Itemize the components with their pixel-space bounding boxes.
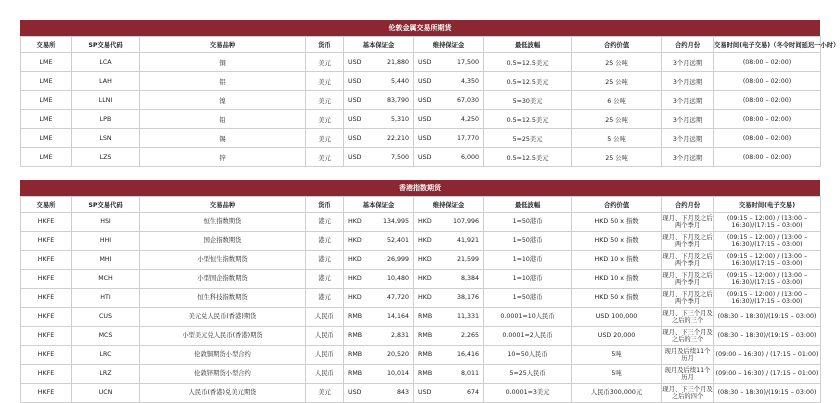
cell-product: 美元兑人民币(香港)期货 — [140, 308, 306, 327]
cell-product: 恒生指数期货 — [140, 213, 306, 232]
cell-maintenance-margin-amount: 674 — [449, 384, 484, 403]
cell-exchange: LME — [21, 148, 72, 167]
cell-exchange: HKFE — [21, 308, 72, 327]
cell-contract-month: 3个月远期 — [662, 129, 714, 148]
cell-code: MCH — [72, 270, 140, 289]
cell-trading-hours: (08:00 – 02:00) — [714, 53, 821, 72]
cell-trading-hours: (08:00 – 02:00) — [714, 72, 821, 91]
cell-code: HTI — [72, 289, 140, 308]
lme-header-row — [21, 37, 821, 53]
cell-product: 铝 — [140, 72, 306, 91]
cell-exchange: LME — [21, 72, 72, 91]
cell-initial-margin-amount: 22,210 — [379, 129, 414, 148]
cell-initial-margin-currency: HKD — [344, 213, 379, 232]
cell-code: LZS — [72, 148, 140, 167]
cell-maintenance-margin-amount: 8,011 — [449, 365, 484, 384]
cell-maintenance-margin-amount: 107,996 — [449, 213, 484, 232]
cell-initial-margin-currency: USD — [344, 110, 379, 129]
cell-contract-month: 3个月远期 — [662, 91, 714, 110]
cell-code: CUS — [72, 308, 140, 327]
cell-product: 锌 — [140, 148, 306, 167]
cell-contract-value: HKD 50 x 指数 — [572, 232, 662, 251]
cell-maintenance-margin-amount: 16,416 — [449, 346, 484, 365]
cell-product: 恒生科技指数期货 — [140, 289, 306, 308]
cell-contract-month: 现月、下三个月及之后的三个 — [662, 327, 714, 346]
cell-initial-margin-amount: 26,999 — [379, 251, 414, 270]
cell-product: 铅 — [140, 110, 306, 129]
cell-initial-margin-currency: RMB — [344, 346, 379, 365]
col-header-trading-hours: 交易时间(电子交易)（冬令时间延迟一小时） — [714, 37, 821, 53]
table-row — [21, 346, 821, 365]
cell-maintenance-margin-currency: RMB — [414, 346, 449, 365]
lme-futures-table — [20, 36, 840, 167]
lme-table-body — [21, 53, 821, 167]
cell-trading-hours: (09:15 – 12:00) / (13:00 – 16:30)/(17:15 – 03:00) — [714, 289, 821, 308]
cell-maintenance-margin-amount: 4,250 — [449, 110, 484, 129]
cell-currency: 美元 — [306, 91, 344, 110]
cell-maintenance-margin-amount: 17,770 — [449, 129, 484, 148]
cell-contract-month: 现月及后续11个历月 — [662, 346, 714, 365]
cell-contract-value: USD 100,000 — [572, 308, 662, 327]
lme-futures-panel — [20, 20, 840, 167]
cell-tick: 0.5=12.5美元 — [484, 72, 572, 91]
cell-initial-margin-amount: 7,500 — [379, 148, 414, 167]
cell-maintenance-margin-currency: USD — [414, 148, 449, 167]
cell-contract-month: 3个月远期 — [662, 110, 714, 129]
table-row — [21, 270, 821, 289]
cell-tick: 5=25人民币 — [484, 365, 572, 384]
cell-maintenance-margin-currency: RMB — [414, 308, 449, 327]
cell-contract-value: HKD 50 x 指数 — [572, 289, 662, 308]
cell-contract-month: 现月及后续11个历月 — [662, 365, 714, 384]
cell-initial-margin-currency: HKD — [344, 232, 379, 251]
cell-currency: 美元 — [306, 72, 344, 91]
table-row — [21, 53, 821, 72]
cell-contract-value: HKD 10 x 指数 — [572, 251, 662, 270]
cell-exchange: LME — [21, 91, 72, 110]
cell-initial-margin-amount: 5,310 — [379, 110, 414, 129]
cell-exchange: HKFE — [21, 384, 72, 403]
cell-maintenance-margin-amount: 2,265 — [449, 327, 484, 346]
col-header-maintenance-margin: 维持保证金 — [414, 197, 484, 213]
cell-exchange: HKFE — [21, 270, 72, 289]
cell-maintenance-margin-amount: 11,331 — [449, 308, 484, 327]
cell-currency: 美元 — [306, 384, 344, 403]
cell-contract-value: 6 公吨 — [572, 91, 662, 110]
col-header-currency: 货币 — [306, 197, 344, 213]
cell-initial-margin-amount: 20,520 — [379, 346, 414, 365]
col-header-initial-margin: 基本保证金 — [344, 37, 414, 53]
cell-tick: 0.0001=2人民币 — [484, 327, 572, 346]
col-header-initial-margin: 基本保证金 — [344, 197, 414, 213]
cell-currency: 人民币 — [306, 308, 344, 327]
cell-initial-margin-currency: HKD — [344, 251, 379, 270]
cell-trading-hours: (08:00 – 02:00) — [714, 129, 821, 148]
cell-maintenance-margin-currency: HKD — [414, 232, 449, 251]
cell-maintenance-margin-currency: HKD — [414, 213, 449, 232]
col-header-code: SP交易代码 — [72, 197, 140, 213]
cell-currency: 人民币 — [306, 346, 344, 365]
cell-initial-margin-amount: 14,164 — [379, 308, 414, 327]
col-header-trading-hours: 交易时间(电子交易) — [714, 197, 821, 213]
cell-trading-hours: (08:30 – 18:30)/(19:15 – 03:00) — [714, 308, 821, 327]
cell-initial-margin-currency: HKD — [344, 270, 379, 289]
cell-contract-month: 现月、下月及之后两个季月 — [662, 289, 714, 308]
cell-contract-value: 人民币300,000元 — [572, 384, 662, 403]
cell-maintenance-margin-currency: USD — [414, 91, 449, 110]
cell-initial-margin-amount: 10,480 — [379, 270, 414, 289]
cell-contract-value: 5 公吨 — [572, 129, 662, 148]
cell-maintenance-margin-amount: 8,384 — [449, 270, 484, 289]
cell-tick: 1=10港币 — [484, 251, 572, 270]
lme-panel-title: 伦敦金属交易所期货 — [20, 20, 820, 36]
cell-initial-margin-currency: USD — [344, 53, 379, 72]
cell-trading-hours: (09:00 – 16:30) / (17:15 – 01:00) — [714, 365, 821, 384]
cell-code: LRC — [72, 346, 140, 365]
table-row — [21, 129, 821, 148]
cell-currency: 港元 — [306, 270, 344, 289]
table-row — [21, 251, 821, 270]
cell-maintenance-margin-amount: 41,921 — [449, 232, 484, 251]
cell-initial-margin-currency: RMB — [344, 327, 379, 346]
cell-maintenance-margin-currency: USD — [414, 129, 449, 148]
table-row — [21, 72, 821, 91]
cell-trading-hours: (08:00 – 02:00) — [714, 110, 821, 129]
col-header-tick: 最低波幅 — [484, 37, 572, 53]
cell-product: 镍 — [140, 91, 306, 110]
cell-maintenance-margin-currency: USD — [414, 384, 449, 403]
cell-initial-margin-amount: 843 — [379, 384, 414, 403]
cell-trading-hours: (08:00 – 02:00) — [714, 148, 821, 167]
cell-contract-value: HKD 10 x 指数 — [572, 270, 662, 289]
cell-maintenance-margin-currency: USD — [414, 110, 449, 129]
cell-code: UCN — [72, 384, 140, 403]
cell-product: 小型国企指数期货 — [140, 270, 306, 289]
cell-code: HSI — [72, 213, 140, 232]
cell-maintenance-margin-currency: USD — [414, 72, 449, 91]
cell-contract-month: 3个月远期 — [662, 148, 714, 167]
table-row — [21, 91, 821, 110]
cell-trading-hours: (09:15 – 12:00) / (13:00 – 16:30)/(17:15 – 03:00) — [714, 213, 821, 232]
cell-initial-margin-currency: USD — [344, 72, 379, 91]
cell-exchange: LME — [21, 129, 72, 148]
cell-tick: 5=25美元 — [484, 129, 572, 148]
cell-product: 伦敦锌期货小型合约 — [140, 365, 306, 384]
cell-trading-hours: (09:00 – 16:30) / (17:15 – 01:00) — [714, 346, 821, 365]
cell-initial-margin-amount: 52,401 — [379, 232, 414, 251]
cell-initial-margin-currency: USD — [344, 384, 379, 403]
cell-currency: 港元 — [306, 289, 344, 308]
cell-tick: 0.0001=3美元 — [484, 384, 572, 403]
cell-code: LCA — [72, 53, 140, 72]
cell-maintenance-margin-amount: 38,176 — [449, 289, 484, 308]
cell-code: LAH — [72, 72, 140, 91]
cell-initial-margin-amount: 83,790 — [379, 91, 414, 110]
cell-exchange: HKFE — [21, 327, 72, 346]
cell-initial-margin-currency: HKD — [344, 289, 379, 308]
cell-tick: 10=50人民币 — [484, 346, 572, 365]
cell-trading-hours: (08:00 – 02:00) — [714, 91, 821, 110]
cell-exchange: LME — [21, 53, 72, 72]
cell-contract-value: 25 公吨 — [572, 110, 662, 129]
cell-product: 小型恒生指数期货 — [140, 251, 306, 270]
cell-maintenance-margin-currency: HKD — [414, 289, 449, 308]
col-header-exchange: 交易所 — [21, 37, 72, 53]
table-row — [21, 110, 821, 129]
cell-code: LLNI — [72, 91, 140, 110]
cell-product: 铜 — [140, 53, 306, 72]
cell-tick: 5=30美元 — [484, 91, 572, 110]
table-row — [21, 365, 821, 384]
col-header-contract-month: 合约月份 — [662, 197, 714, 213]
cell-initial-margin-currency: USD — [344, 148, 379, 167]
col-header-currency: 货币 — [306, 37, 344, 53]
cell-currency: 美元 — [306, 129, 344, 148]
cell-exchange: HKFE — [21, 232, 72, 251]
hk-index-futures-panel — [20, 180, 820, 403]
cell-tick: 1=50港币 — [484, 289, 572, 308]
cell-maintenance-margin-currency: USD — [414, 53, 449, 72]
cell-contract-month: 现月、下月及之后两个季月 — [662, 213, 714, 232]
cell-maintenance-margin-amount: 4,350 — [449, 72, 484, 91]
cell-tick: 1=50港币 — [484, 232, 572, 251]
cell-initial-margin-amount: 134,995 — [379, 213, 414, 232]
cell-contract-month: 3个月远期 — [662, 53, 714, 72]
cell-tick: 0.5=12.5美元 — [484, 110, 572, 129]
table-row — [21, 308, 821, 327]
col-header-product: 交易品种 — [140, 197, 306, 213]
cell-code: LRZ — [72, 365, 140, 384]
col-header-maintenance-margin: 维持保证金 — [414, 37, 484, 53]
cell-trading-hours: (08:30 – 18:30)/(19:15 – 03:00) — [714, 327, 821, 346]
cell-initial-margin-currency: USD — [344, 91, 379, 110]
cell-contract-month: 3个月远期 — [662, 72, 714, 91]
cell-initial-margin-currency: USD — [344, 129, 379, 148]
cell-code: LPB — [72, 110, 140, 129]
hk-header-row — [21, 197, 821, 213]
cell-maintenance-margin-amount: 21,599 — [449, 251, 484, 270]
cell-contract-value: 25 公吨 — [572, 148, 662, 167]
cell-contract-month: 现月、下月及之后两个季月 — [662, 270, 714, 289]
col-header-contract-value: 合约价值 — [572, 37, 662, 53]
cell-contract-month: 现月、下月及之后两个季月 — [662, 232, 714, 251]
cell-trading-hours: (08:30 – 18:30)/(19:15 – 03:00) — [714, 384, 821, 403]
table-row — [21, 213, 821, 232]
cell-currency: 美元 — [306, 110, 344, 129]
col-header-contract-value: 合约价值 — [572, 197, 662, 213]
cell-contract-value: 25 公吨 — [572, 72, 662, 91]
cell-maintenance-margin-currency: HKD — [414, 270, 449, 289]
cell-contract-month: 现月、下三个月及之后的三个 — [662, 308, 714, 327]
hk-panel-title: 香港指数期货 — [20, 180, 820, 196]
cell-contract-value: 5吨 — [572, 365, 662, 384]
cell-contract-value: 5吨 — [572, 346, 662, 365]
cell-tick: 1=50港币 — [484, 213, 572, 232]
cell-currency: 人民币 — [306, 365, 344, 384]
cell-trading-hours: (09:15 – 12:00) / (13:00 – 16:30)/(17:15 – 03:00) — [714, 232, 821, 251]
cell-contract-value: USD 20,000 — [572, 327, 662, 346]
cell-product: 伦敦铜期货小型合约 — [140, 346, 306, 365]
cell-initial-margin-amount: 47,720 — [379, 289, 414, 308]
cell-exchange: HKFE — [21, 365, 72, 384]
cell-code: HHI — [72, 232, 140, 251]
cell-currency: 人民币 — [306, 327, 344, 346]
cell-tick: 1=10港币 — [484, 270, 572, 289]
cell-exchange: HKFE — [21, 289, 72, 308]
cell-initial-margin-amount: 21,880 — [379, 53, 414, 72]
cell-contract-value: 25 公吨 — [572, 53, 662, 72]
cell-contract-month: 现月、下月及之后两个季月 — [662, 251, 714, 270]
cell-maintenance-margin-currency: RMB — [414, 327, 449, 346]
cell-exchange: HKFE — [21, 213, 72, 232]
cell-exchange: HKFE — [21, 251, 72, 270]
col-header-contract-month: 合约月份 — [662, 37, 714, 53]
cell-initial-margin-currency: RMB — [344, 308, 379, 327]
cell-product: 小型美元兑人民币(香港)期货 — [140, 327, 306, 346]
col-header-code: SP交易代码 — [72, 37, 140, 53]
cell-initial-margin-currency: RMB — [344, 365, 379, 384]
cell-trading-hours: (09:15 – 12:00) / (13:00 – 16:30)/(17:15 – 03:00) — [714, 251, 821, 270]
cell-trading-hours: (09:15 – 12:00) / (13:00 – 16:30)/(17:15 – 03:00) — [714, 270, 821, 289]
cell-code: MHI — [72, 251, 140, 270]
cell-maintenance-margin-amount: 6,000 — [449, 148, 484, 167]
cell-product: 锡 — [140, 129, 306, 148]
cell-currency: 美元 — [306, 53, 344, 72]
col-header-product: 交易品种 — [140, 37, 306, 53]
cell-product: 国企指数期货 — [140, 232, 306, 251]
hk-table-body — [21, 213, 821, 403]
cell-currency: 美元 — [306, 148, 344, 167]
table-row — [21, 384, 821, 403]
cell-initial-margin-amount: 5,440 — [379, 72, 414, 91]
cell-exchange: HKFE — [21, 346, 72, 365]
table-row — [21, 232, 821, 251]
cell-code: MCS — [72, 327, 140, 346]
cell-currency: 港元 — [306, 251, 344, 270]
cell-maintenance-margin-currency: RMB — [414, 365, 449, 384]
cell-contract-month: 现月、下三个月及之后的四个 — [662, 384, 714, 403]
hk-futures-table — [20, 196, 821, 403]
cell-product: 人民币(香港)兑美元期货 — [140, 384, 306, 403]
cell-exchange: LME — [21, 110, 72, 129]
cell-currency: 港元 — [306, 232, 344, 251]
table-row — [21, 327, 821, 346]
cell-maintenance-margin-amount: 67,030 — [449, 91, 484, 110]
cell-tick: 0.5=12.5美元 — [484, 53, 572, 72]
cell-maintenance-margin-amount: 17,500 — [449, 53, 484, 72]
cell-tick: 0.0001=10人民币 — [484, 308, 572, 327]
cell-code: LSN — [72, 129, 140, 148]
col-header-tick: 最低波幅 — [484, 197, 572, 213]
table-row — [21, 148, 821, 167]
cell-initial-margin-amount: 2,831 — [379, 327, 414, 346]
cell-initial-margin-amount: 10,014 — [379, 365, 414, 384]
table-row — [21, 289, 821, 308]
cell-maintenance-margin-currency: HKD — [414, 251, 449, 270]
cell-currency: 港元 — [306, 213, 344, 232]
cell-tick: 0.5=12.5美元 — [484, 148, 572, 167]
cell-contract-value: HKD 50 x 指数 — [572, 213, 662, 232]
col-header-exchange: 交易所 — [21, 197, 72, 213]
